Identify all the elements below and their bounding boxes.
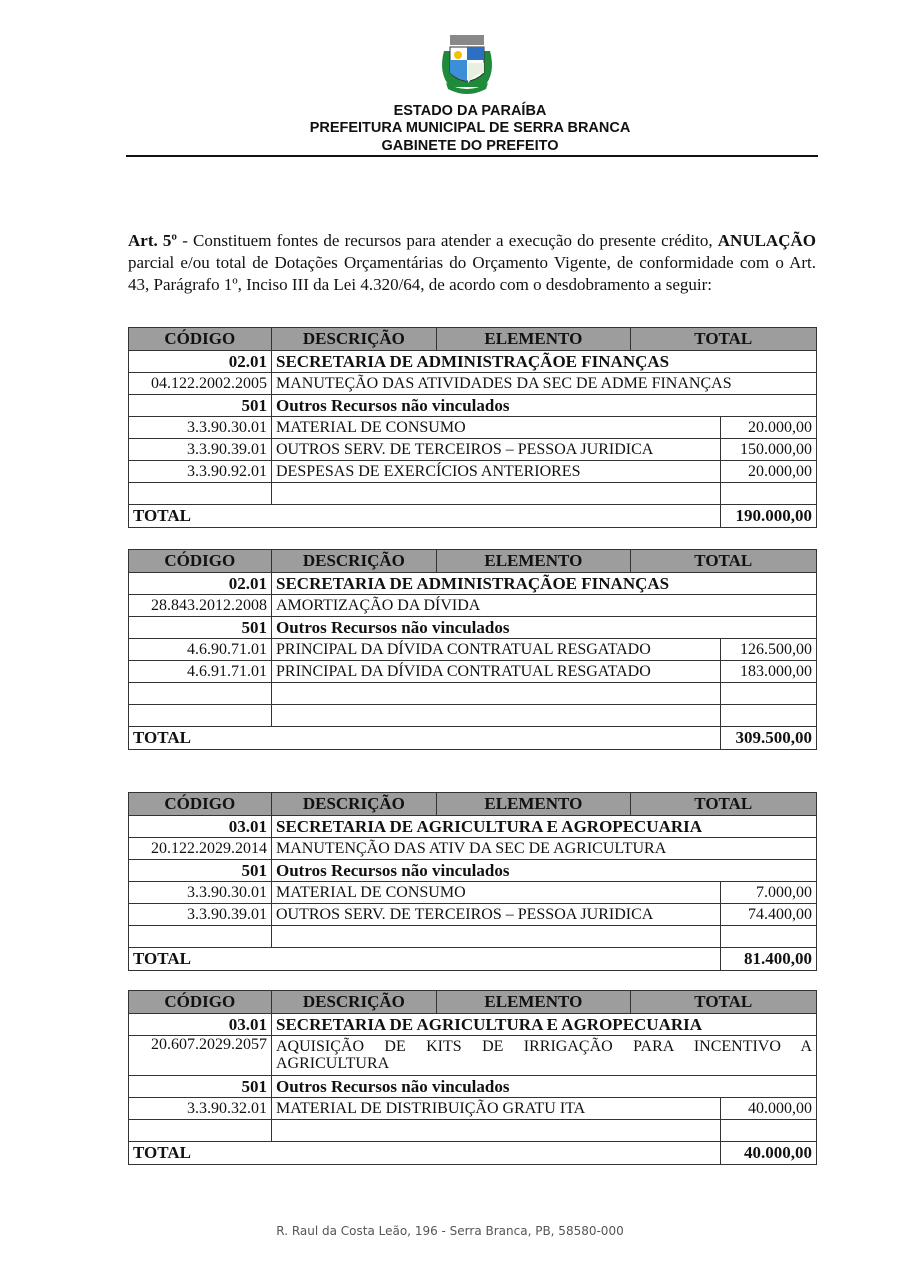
total-row xyxy=(129,726,816,749)
organ-code: 02.01 xyxy=(129,573,272,594)
column-header: DESCRIÇÃO xyxy=(272,793,438,815)
item-value xyxy=(720,683,816,704)
item-code xyxy=(129,926,272,947)
table-row xyxy=(129,416,816,438)
column-header: CÓDIGO xyxy=(129,550,272,572)
page-footer-address: R. Raul da Costa Leão, 196 - Serra Branca, PB, 58580-000 xyxy=(276,1224,624,1238)
item-description: PRINCIPAL DA DÍVIDA CONTRATUAL RESGATADO xyxy=(276,662,651,680)
action-name: MANUTEÇÃO DAS ATIVIDADES DA SEC DE ADME FINANÇAS xyxy=(276,374,732,392)
item-description: DESPESAS DE EXERCÍCIOS ANTERIORES xyxy=(276,462,581,480)
budget-table xyxy=(128,990,817,1165)
item-description: OUTROS SERV. DE TERCEIROS – PESSOA JURIDICA xyxy=(276,905,654,923)
organ-row xyxy=(129,572,816,594)
total-row xyxy=(129,504,816,527)
item-code: 3.3.90.92.01 xyxy=(129,461,272,482)
header-state: ESTADO DA PARAÍBA xyxy=(393,103,547,119)
table-row xyxy=(129,660,816,682)
source-row xyxy=(129,616,816,638)
table-row xyxy=(129,881,816,903)
total-label: TOTAL xyxy=(133,506,191,525)
column-header: CÓDIGO xyxy=(129,793,272,815)
table-row xyxy=(129,925,816,947)
item-description xyxy=(272,483,720,504)
organ-code: 02.01 xyxy=(129,351,272,372)
table-row xyxy=(129,460,816,482)
column-header: TOTAL xyxy=(694,992,753,1011)
item-value: 7.000,00 xyxy=(720,882,816,903)
item-code xyxy=(129,705,272,726)
table-row xyxy=(129,903,816,925)
total-label: TOTAL xyxy=(133,1143,191,1162)
source-name: Outros Recursos não vinculados xyxy=(276,617,510,637)
action-code: 20.122.2029.2014 xyxy=(129,838,272,859)
total-label: TOTAL xyxy=(133,949,191,968)
action-row xyxy=(129,594,816,616)
header-cabinet: GABINETE DO PREFEITO xyxy=(381,138,559,154)
source-code: 501 xyxy=(129,395,272,416)
item-description: PRINCIPAL DA DÍVIDA CONTRATUAL RESGATADO xyxy=(276,640,651,658)
source-code: 501 xyxy=(129,1076,272,1097)
column-header: ELEMENTO xyxy=(437,328,630,350)
item-description: MATERIAL DE CONSUMO xyxy=(276,883,466,901)
item-code: 4.6.90.71.01 xyxy=(129,639,272,660)
organ-name: SECRETARIA DE AGRICULTURA E AGROPECUARIA xyxy=(276,1014,703,1034)
item-code: 3.3.90.30.01 xyxy=(129,417,272,438)
table-row xyxy=(129,704,816,726)
total-row xyxy=(129,1141,816,1164)
article-label: Art. 5º xyxy=(128,231,178,250)
action-row xyxy=(129,837,816,859)
source-code: 501 xyxy=(129,860,272,881)
total-value: 309.500,00 xyxy=(720,727,816,749)
item-code: 3.3.90.39.01 xyxy=(129,904,272,925)
item-description xyxy=(272,926,720,947)
item-description: MATERIAL DE DISTRIBUIÇÃO GRATU ITA xyxy=(276,1099,586,1117)
total-value: 81.400,00 xyxy=(720,948,816,970)
column-header: CÓDIGO xyxy=(129,328,272,350)
budget-table xyxy=(128,792,817,971)
column-header: ELEMENTO xyxy=(437,991,630,1013)
total-value: 40.000,00 xyxy=(720,1142,816,1164)
item-description: OUTROS SERV. DE TERCEIROS – PESSOA JURIDICA xyxy=(276,440,654,458)
total-value: 190.000,00 xyxy=(720,505,816,527)
table-row xyxy=(129,1119,816,1141)
table-row xyxy=(129,638,816,660)
item-description xyxy=(272,705,720,726)
organ-code: 03.01 xyxy=(129,816,272,837)
municipal-coat-of-arms-logo xyxy=(432,33,502,99)
action-row xyxy=(129,372,816,394)
item-value xyxy=(720,1120,816,1141)
action-name: AMORTIZAÇÃO DA DÍVIDA xyxy=(276,596,481,614)
item-value: 20.000,00 xyxy=(720,417,816,438)
article-paragraph: Art. 5º - Constituem fontes de recursos para atender a execução do presente crédito, ANULAÇÃO parcial e/ou total de Dotações Orçamentárias do Orçamento Vigente, de conformidade com o Art. 43, Parágrafo 1º, Inciso III da Lei 4.320/64, de acordo com o desdobramento a seguir: xyxy=(128,231,816,294)
item-code: 3.3.90.39.01 xyxy=(129,439,272,460)
table-header-row xyxy=(129,991,816,1013)
source-name: Outros Recursos não vinculados xyxy=(276,395,510,415)
header-prefecture: PREFEITURA MUNICIPAL DE SERRA BRANCA xyxy=(309,120,631,136)
budget-table xyxy=(128,327,817,528)
action-code: 28.843.2012.2008 xyxy=(129,595,272,616)
source-row xyxy=(129,394,816,416)
source-code: 501 xyxy=(129,617,272,638)
item-description xyxy=(272,683,720,704)
item-value: 126.500,00 xyxy=(720,639,816,660)
item-value xyxy=(720,483,816,504)
item-description xyxy=(272,1120,720,1141)
column-header: ELEMENTO xyxy=(437,793,630,815)
column-header: TOTAL xyxy=(694,551,753,570)
organ-name: SECRETARIA DE ADMINISTRAÇÃOE FINANÇAS xyxy=(276,351,670,371)
action-code: 04.122.2002.2005 xyxy=(129,373,272,394)
source-name: Outros Recursos não vinculados xyxy=(276,860,510,880)
item-code: 3.3.90.30.01 xyxy=(129,882,272,903)
table-header-row xyxy=(129,793,816,815)
item-code: 4.6.91.71.01 xyxy=(129,661,272,682)
column-header: TOTAL xyxy=(694,794,753,813)
organ-code: 03.01 xyxy=(129,1014,272,1035)
column-header: CÓDIGO xyxy=(129,991,272,1013)
table-row xyxy=(129,482,816,504)
action-code: 20.607.2029.2057 xyxy=(129,1036,272,1075)
item-code: 3.3.90.32.01 xyxy=(129,1098,272,1119)
item-value: 183.000,00 xyxy=(720,661,816,682)
table-row xyxy=(129,1097,816,1119)
organ-name: SECRETARIA DE ADMINISTRAÇÃOE FINANÇAS xyxy=(276,573,670,593)
column-header: DESCRIÇÃO xyxy=(272,328,438,350)
table-row xyxy=(129,682,816,704)
total-label: TOTAL xyxy=(133,728,191,747)
item-code xyxy=(129,483,272,504)
organ-row xyxy=(129,350,816,372)
action-name: MANUTENÇÃO DAS ATIV DA SEC DE AGRICULTURA xyxy=(276,839,667,857)
column-header: ELEMENTO xyxy=(437,550,630,572)
source-row xyxy=(129,859,816,881)
action-row xyxy=(129,1035,816,1075)
column-header: TOTAL xyxy=(694,329,753,348)
table-header-row xyxy=(129,328,816,350)
item-code xyxy=(129,1120,272,1141)
item-description: MATERIAL DE CONSUMO xyxy=(276,418,466,436)
header-divider xyxy=(126,155,818,157)
action-name: AQUISIÇÃO DE KITS DE IRRIGAÇÃO PARA INCENTIVO A AGRICULTURA xyxy=(276,1038,812,1072)
item-value: 150.000,00 xyxy=(720,439,816,460)
item-code xyxy=(129,683,272,704)
organ-row xyxy=(129,1013,816,1035)
item-value xyxy=(720,926,816,947)
column-header: DESCRIÇÃO xyxy=(272,991,438,1013)
table-row xyxy=(129,438,816,460)
source-name: Outros Recursos não vinculados xyxy=(276,1076,510,1096)
table-header-row xyxy=(129,550,816,572)
item-value: 74.400,00 xyxy=(720,904,816,925)
organ-row xyxy=(129,815,816,837)
source-row xyxy=(129,1075,816,1097)
organ-name: SECRETARIA DE AGRICULTURA E AGROPECUARIA xyxy=(276,816,703,836)
column-header: DESCRIÇÃO xyxy=(272,550,438,572)
total-row xyxy=(129,947,816,970)
item-value: 20.000,00 xyxy=(720,461,816,482)
item-value xyxy=(720,705,816,726)
item-value: 40.000,00 xyxy=(720,1098,816,1119)
budget-table xyxy=(128,549,817,750)
